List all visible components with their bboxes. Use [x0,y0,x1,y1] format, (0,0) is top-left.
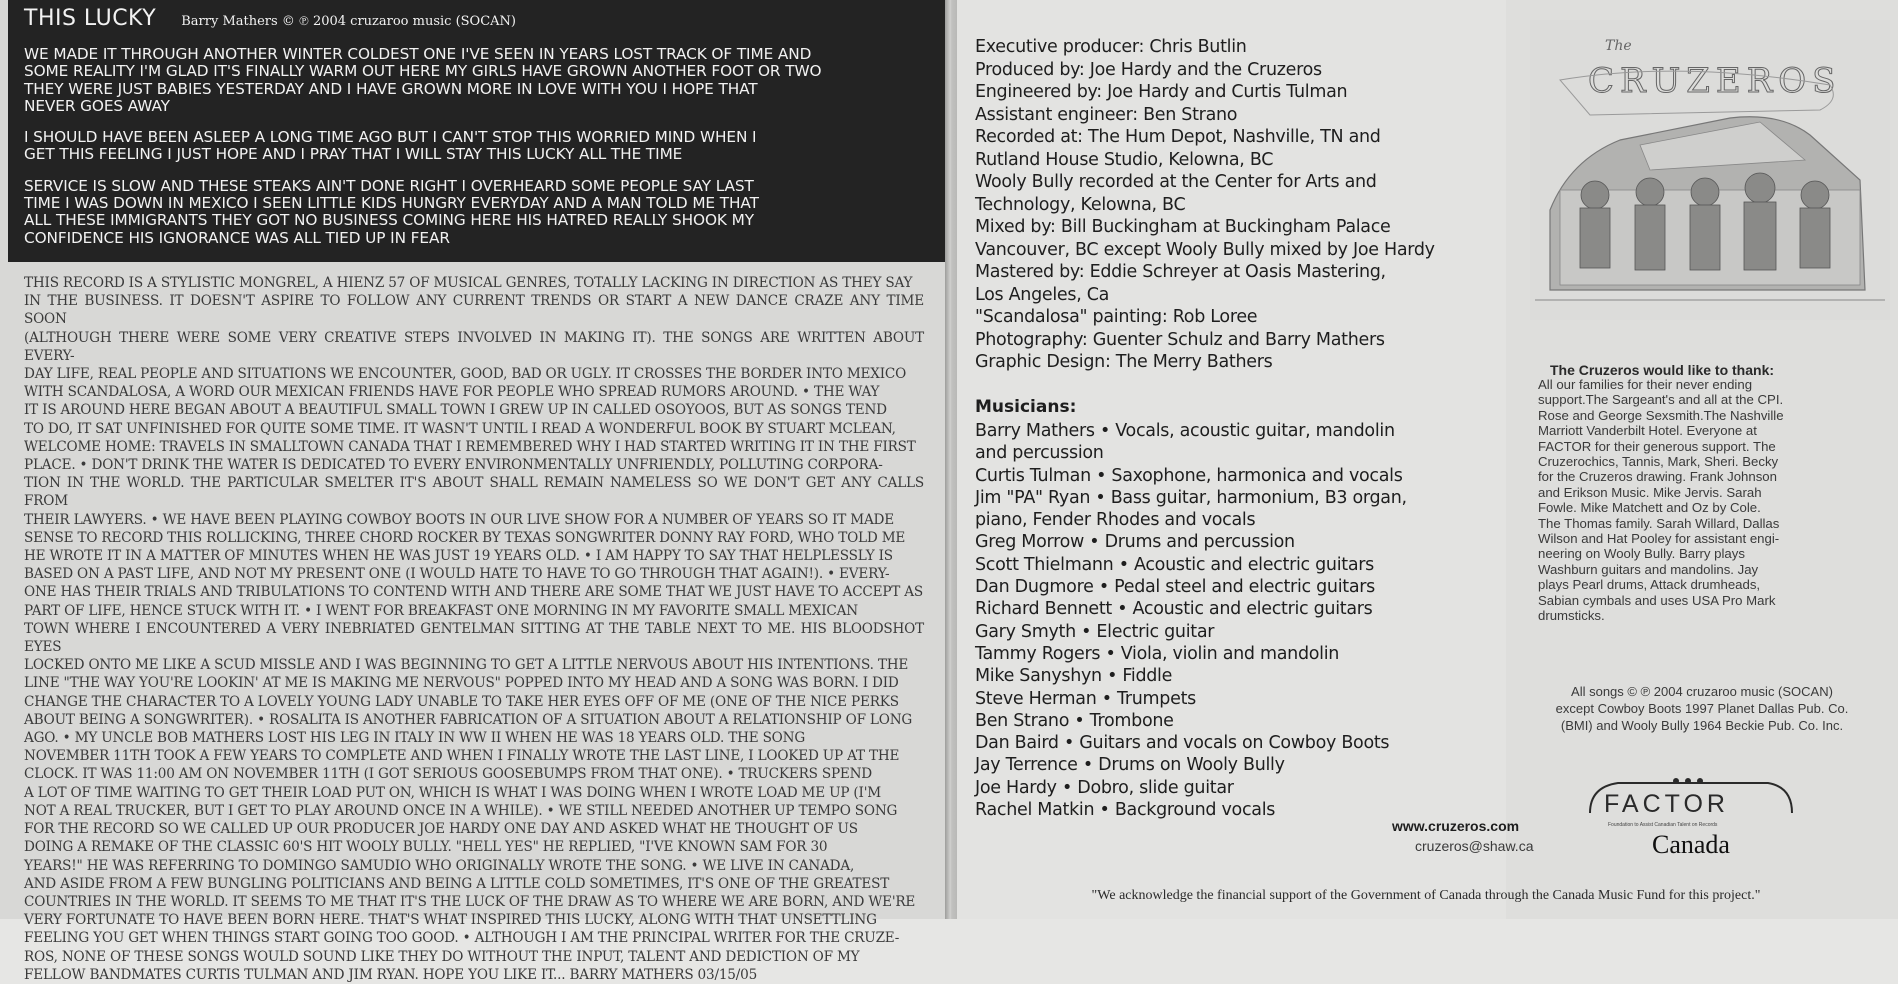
liner-line: A LOT OF TIME WAITING TO GET THEIR LOAD PUT ON, WHICH IS WHAT I WAS DOING WHEN I WROTE LOAD ME UP (I'M [24,784,881,801]
lyric-line: GET THIS FEELING I JUST HOPE AND I PRAY THAT I WILL STAY THIS LUCKY ALL THE TIME [24,145,683,164]
liner-line: ABOUT BEING A SONGWRITER). • ROSALITA IS ANOTHER FABRICATION OF A SITUATION ABOUT A RELATIONSHIP OF LONG [24,711,913,728]
booklet-fold [945,0,957,919]
liner-line: AND ASIDE FROM A FEW BUNGLING POLITICIANS AND BEING A LITTLE COLD SOMETIMES, IT'S ONE OF THE GREATEST [24,875,890,892]
credit-line: Executive producer: Chris Butlin [975,37,1247,57]
liner-line: IT IS AROUND HERE BEGAN ABOUT A BEAUTIFUL SMALL TOWN I GREW UP IN CALLED OSOYOOS, BUT AS SONGS TEND [24,402,887,419]
thanks-line: Rose and George Sexsmith.The Nashville [1538,407,1784,423]
credit-line: Technology, Kelowna, BC [975,194,1186,215]
liner-line: FEELING YOU GET WHEN THINGS START GOING TOO GOOD. • ALTHOUGH I AM THE PRINCIPAL WRITER FOR THE CRUZE- [24,930,900,947]
musician-line: Curtis Tulman • Saxophone, harmonica and vocals [975,465,1403,486]
musician-line: Jay Terrence • Drums on Wooly Bully [975,755,1285,776]
thanks-line: drumsticks. [1538,608,1605,624]
lyric-line: SERVICE IS SLOW AND THESE STEAKS AIN'T DONE RIGHT I OVERHEARD SOME PEOPLE SAY LAST [24,176,754,195]
email-link[interactable]: cruzeros@shaw.ca [1415,838,1534,854]
thanks-line: All our families for their never ending [1538,377,1753,392]
song-title: THIS LUCKY [24,6,157,31]
copyright-line: (BMI) and Wooly Bully 1964 Beckie Pub. Co. Inc. [1560,718,1844,733]
credit-line: Graphic Design: The Merry Bathers [975,352,1273,372]
credit-line: Los Angeles, Ca [975,284,1110,305]
musician-line: Ben Strano • Trombone [975,710,1174,731]
credit-line: Vancouver, BC except Wooly Bully mixed by Joe Hardy [975,239,1435,260]
credit-line: Engineered by: Joe Hardy and Curtis Tulman [975,82,1348,102]
liner-line: THEIR LAWYERS. • WE HAVE BEEN PLAYING COWBOY BOOTS IN OUR LIVE SHOW FOR A NUMBER OF YEARS SO IT MADE [24,511,894,528]
credit-line: "Scandalosa" painting: Rob Loree [975,307,1258,327]
lyric-line: NEVER GOES AWAY [24,96,170,115]
lyric-line: TIME I WAS DOWN IN MEXICO I SEEN LITTLE KIDS HUNGRY EVERYDAY AND A MAN TOLD ME THAT [24,194,759,213]
verse-1 [24,46,929,115]
liner-line: VERY FORTUNATE TO HAVE BEEN BORN HERE. THAT'S WHAT INSPIRED THIS LUCKY, ALONG WITH THAT UNSETTLING [24,912,877,929]
thanks-text [1538,377,1868,624]
liner-line: WITH SCANDALOSA, A WORD OUR MEXICAN FRIENDS HAVE FOR PEOPLE WHO SPREAD RUMORS AROUND. • THE WAY [24,384,880,401]
credit-line: Mixed by: Bill Buckingham at Buckingham Palace [975,217,1391,237]
musician-line: Steve Herman • Trumpets [975,688,1196,709]
liner-line: DAY LIFE, REAL PEOPLE AND SITUATIONS WE ENCOUNTER, GOOD, BAD OR UGLY. IT CROSSES THE BORDER INTO MEXICO [24,366,907,383]
factor-logo [1568,773,1798,863]
liner-line: WELCOME HOME: TRAVELS IN SMALLTOWN CANADA THAT I REMEMBERED WHY I HAD STARTED WRITING IT IN THE FIRST [24,438,916,455]
funding-acknowledgement: "We acknowledge the financial support of the Government of Canada through the Canada Music Fund for this project." [1091,888,1761,903]
thanks-line: Sabian cymbals and uses USA Pro Mark [1538,592,1776,608]
liner-line: THIS RECORD IS A STYLISTIC MONGREL, A HIENZ 57 OF MUSICAL GENRES, TOTALLY LACKING IN DIRECTION AS THEY SAY [24,275,913,291]
thanks-line: Marriott Vanderbilt Hotel. Everyone at [1538,423,1757,439]
musician-line: Joe Hardy • Dobro, slide guitar [975,777,1234,798]
thanks-line: FACTOR for their generous support. The [1538,438,1776,454]
thanks-line: Wilson and Hat Pooley for assistant engi- [1538,531,1780,547]
canada-wordmark: Canada [1652,830,1730,859]
lyric-line: SOME REALITY I'M GLAD IT'S FINALLY WARM OUT HERE MY GIRLS HAVE GROWN ANOTHER FOOT OR TWO [24,62,822,81]
musician-line: Gary Smyth • Electric guitar [975,621,1215,642]
lyrics-header [24,6,516,31]
thanks-line: Cruzerochics, Tannis, Mark, Sheri. Becky [1538,454,1779,470]
song-credit: Barry Mathers © ℗ 2004 cruzaroo music (SOCAN) [181,14,516,29]
liner-line: PLACE. • DON'T DRINK THE WATER IS DEDICATED TO EVERY ENVIRONMENTALLY UNFRIENDLY, POLLUTING CORPORA- [24,457,883,474]
musician-line: Greg Morrow • Drums and percussion [975,532,1295,553]
credit-line: Rutland House Studio, Kelowna, BC [975,149,1274,170]
thanks-line: plays Pearl drums, Attack drumheads, [1538,577,1761,593]
thanks-line: neering on Wooly Bully. Barry plays [1538,546,1745,562]
liner-line: HE WROTE IT IN A MATTER OF MINUTES WHEN HE WAS JUST 19 YEARS OLD. • I AM HAPPY TO SAY THAT HELPLESSLY IS [24,548,893,565]
drawing-caption-big: CRUZEROS [1588,61,1842,101]
copyright-line: except Cowboy Boots 1997 Planet Dallas Pub. Co. [1555,701,1849,716]
lyric-line: ALL THESE IMMIGRANTS THEY GOT NO BUSINESS COMING HERE HIS HATRED REALLY SHOOK MY [24,211,754,230]
liner-line: TO DO, IT SAT UNFINISHED FOR QUITE SOME TIME. IT WASN'T UNTIL I READ A WONDERFUL BOOK BY STUART MCLEAN, [24,420,896,437]
musicians-heading: Musicians: [975,397,1077,417]
liner-line: PART OF LIFE, HENCE STUCK WITH IT. • I WENT FOR BREAKFAST ONE MORNING IN MY FAVORITE SMALL MEXICAN [24,602,858,619]
factor-subtitle: Foundation to Assist Canadian Talent on Records [1608,822,1718,828]
thanks-line: The Thomas family. Sarah Willard, Dallas [1538,515,1780,531]
thanks-line: for the Cruzeros drawing. Frank Johnson [1538,469,1777,485]
lyric-line: I SHOULD HAVE BEEN ASLEEP A LONG TIME AGO BUT I CAN'T STOP THIS WORRIED MIND WHEN I [24,128,757,147]
liner-line: LOCKED ONTO ME LIKE A SCUD MISSLE AND I WAS BEGINNING TO GET A LITTLE NERVOUS ABOUT HIS INTENTIONS. THE [24,657,909,674]
musician-line: Tammy Rogers • Viola, violin and mandolin [975,643,1340,664]
credit-line: Mastered by: Eddie Schreyer at Oasis Mastering, [975,262,1386,282]
liner-line: LINE "THE WAY YOU'RE LOOKIN' AT ME IS MAKING ME NERVOUS" POPPED INTO MY HEAD AND A SONG WAS BORN. I DID [24,675,899,692]
musicians-list [975,420,1515,821]
credit-line: Assistant engineer: Ben Strano [975,104,1238,125]
verse-2 [24,129,929,164]
musician-line: Scott Thielmann • Acoustic and electric guitars [975,554,1374,575]
credit-line: Wooly Bully recorded at the Center for Arts and [975,172,1377,192]
liner-notes [24,274,924,984]
musician-line: Rachel Matkin • Background vocals [975,800,1276,821]
liner-line: CLOCK. IT WAS 11:00 AM ON NOVEMBER 11TH (I GOT SERIOUS GOOSEBUMPS FROM THAT ONE). • TRUCKERS SPEND [24,766,873,783]
liner-line: YEARS!" HE WAS REFERRING TO DOMINGO SAMUDIO WHO ORIGINALLY WROTE THE SONG. • WE LIVE IN CANADA, [24,857,855,874]
copyright-line: All songs © ℗ 2004 cruzaroo music (SOCAN) [1571,684,1833,699]
musician-line: Dan Baird • Guitars and vocals on Cowboy Boots [975,733,1390,754]
liner-line: DOING A REMAKE OF THE CLASSIC 60'S HIT WOOLY BULLY. "HELL YES" HE REPLIED, "I'VE KNOWN SAM FOR 30 [24,839,828,856]
liner-line: FOR THE RECORD SO WE CALLED UP OUR PRODUCER JOE HARDY ONE DAY AND ASKED WHAT HE THOUGHT OF US [24,821,858,838]
liner-line: (ALTHOUGH THERE WERE SOME VERY CREATIVE STEPS INVOLVED IN MAKING IT). THE SONGS ARE WRITTEN ABOUT EVERY- [24,329,924,364]
left-panel [0,0,945,983]
lyric-line: WE MADE IT THROUGH ANOTHER WINTER COLDEST ONE I'VE SEEN IN YEARS LOST TRACK OF TIME AND [24,45,812,63]
thanks-line: Washburn guitars and mandolins. Jay [1538,561,1759,577]
credit-line: Produced by: Joe Hardy and the Cruzeros [975,59,1322,80]
copyright-notice [1512,683,1892,734]
liner-line: CHANGE THE CHARACTER TO A LOVELY YOUNG LADY UNABLE TO TAKE HER EYES OFF OF ME (ONE OF THE NICE PERKS [24,693,899,710]
liner-line: TOWN WHERE I ENCOUNTERED A VERY INEBRIATED GENTELMAN SITTING AT THE TABLE NEXT TO ME. HIS BLOODSHOT EYES [24,620,924,656]
liner-line: COUNTRIES IN THE WORLD. IT SEEMS TO ME THAT IT'S THE LUCK OF THE DRAW AS TO WHERE WE ARE BORN, AND WE'RE [24,893,916,910]
musician-line: Barry Mathers • Vocals, acoustic guitar, mandolin [975,421,1395,441]
production-credits [975,36,1515,374]
credit-line: Photography: Guenter Schulz and Barry Mathers [975,329,1385,350]
thanks-line: Fowle. Mike Matchett and Oz by Cole. [1538,500,1761,516]
musician-line: Mike Sanyshyn • Fiddle [975,666,1173,687]
liner-line: FELLOW BANDMATES CURTIS TULMAN AND JIM RYAN. HOPE YOU LIKE IT... BARRY MATHERS 03/15/05 [24,966,758,983]
lyric-line: THEY WERE JUST BABIES YESTERDAY AND I HAVE GROWN MORE IN LOVE WITH YOU I HOPE THAT [24,79,758,98]
lyric-line: CONFIDENCE HIS IGNORANCE WAS ALL TIED UP IN FEAR [24,228,450,247]
thanks-heading: The Cruzeros would like to thank: [1550,362,1775,378]
factor-wordmark: FACTOR [1604,790,1729,818]
liner-line: AGO. • MY UNCLE BOB MATHERS LOST HIS LEG IN ITALY IN WW II WHEN HE WAS 18 YEARS OLD. THE SONG [24,730,805,747]
thanks-line: support.The Sargeant's and all at the CPI. [1538,392,1784,408]
liner-line: BASED ON A PAST LIFE, AND NOT MY PRESENT ONE (I WOULD HATE TO HAVE TO GO THROUGH THAT AGAIN!). • EVERY- [24,566,890,583]
liner-line: NOT A REAL TRUCKER, BUT I GET TO PLAY AROUND ONCE IN A WHILE). • WE STILL NEEDED ANOTHER UP TEMPO SONG [24,802,898,819]
liner-line: NOVEMBER 11TH TOOK A FEW YEARS TO COMPLETE AND WHEN I FINALLY WROTE THE LAST LINE, I LOOKED UP AT THE [24,748,900,765]
musician-line: and percussion [975,443,1104,464]
drawing-caption-small: The [1605,38,1632,54]
liner-line: SENSE TO RECORD THIS ROLLICKING, THREE CHORD ROCKER BY TEXAS SONGWRITER DONNY RAY FORD, WHO TOLD ME [24,529,906,546]
liner-line: ROS, NONE OF THESE SONGS WOULD SOUND LIKE THEY DO WITHOUT THE INPUT, TALENT AND DEDICTION OF MY [24,948,860,965]
liner-line: ONE HAS THEIR TRIALS AND TRIBULATIONS TO CONTEND WITH AND THERE ARE SOME THAT WE JUST HAVE TO ACCEPT AS [24,584,924,601]
verse-3 [24,178,929,247]
musician-line: Jim "PA" Ryan • Bass guitar, harmonium, B3 organ, [975,487,1407,508]
cruzeros-drawing [1530,20,1890,320]
credit-line: Recorded at: The Hum Depot, Nashville, TN and [975,127,1381,147]
musician-line: Richard Bennett • Acoustic and electric guitars [975,599,1373,620]
thanks-line: and Erikson Music. Mike Jervis. Sarah [1538,484,1762,500]
liner-line: TION IN THE WORLD. THE PARTICULAR SMELTER IT'S ABOUT SHALL REMAIN NAMELESS SO WE DON'T GET ANY CALLS FROM [24,475,924,510]
musician-line: Dan Dugmore • Pedal steel and electric guitars [975,577,1375,598]
musician-line: piano, Fender Rhodes and vocals [975,510,1256,531]
lyrics-box [8,0,945,262]
liner-line: IN THE BUSINESS. IT DOESN'T ASPIRE TO FOLLOW ANY CURRENT TRENDS OR START A NEW DANCE CRAZE ANY TIME SOON [24,293,924,328]
lyrics-text [24,46,929,261]
website-link[interactable]: www.cruzeros.com [1392,818,1520,834]
